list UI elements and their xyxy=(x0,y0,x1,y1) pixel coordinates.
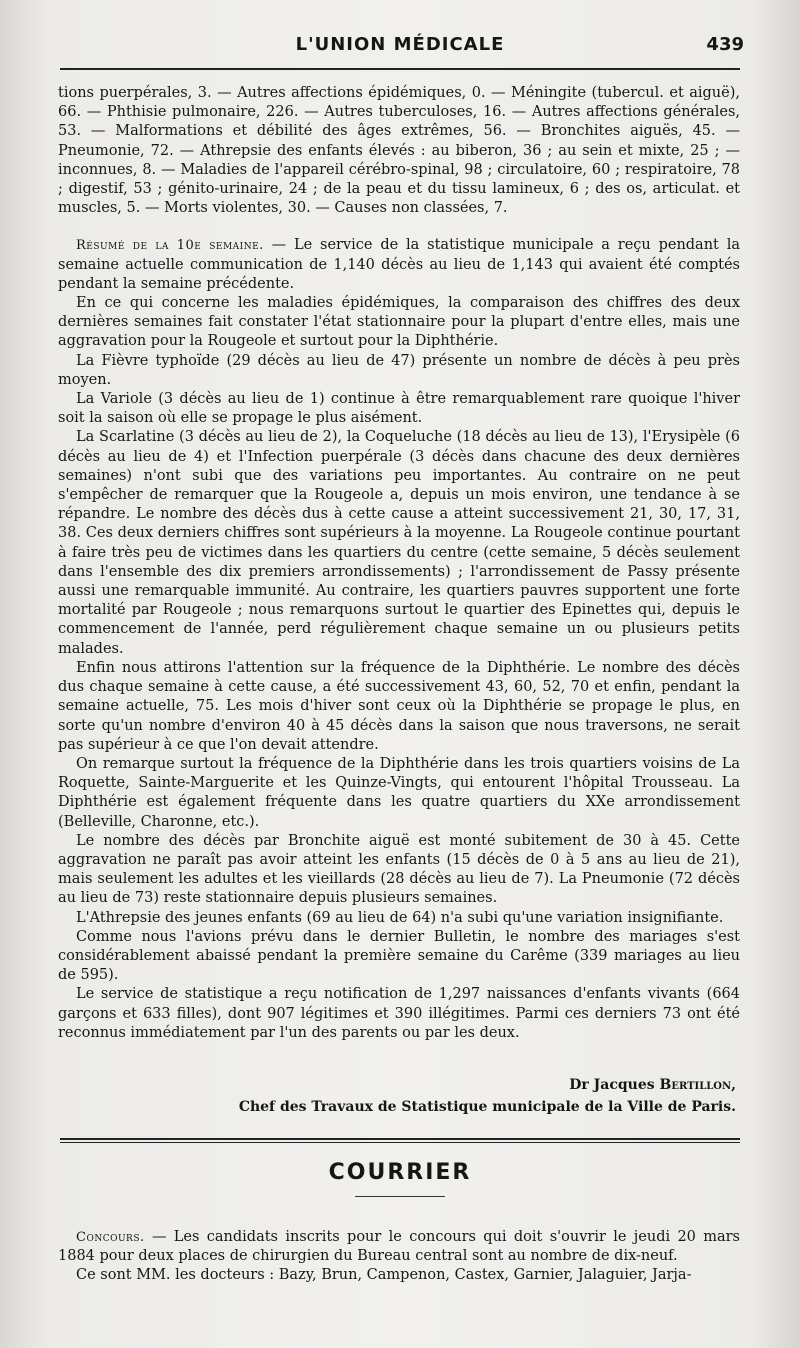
paragraph-scarlatine: La Scarlatine (3 décès au lieu de 2), la Coqueluche (18 décès au lieu de 13), l'Erysipèle (6 décès au lieu de 4) et l'Infection puerpérale (3 décès dans chacune des deux dernières semaines) n'ont subi que des variations peu importantes. Au contraire on ne peut s'empêcher de remarquer que la Rougeole a, depuis un mois environ, une tendance à se répandre. Le nombre des décès dus à cette cause a atteint successivement 21, 30, 17, 31, 38. Ces deux derniers chiffres sont supérieurs à la moyenne. La Rougeole continue pourtant à faire très peu de victimes dans les quartiers du centre (cette semaine, 5 décès seulement dans l'ensemble des dix premiers arrondissements) ; l'arrondissement de Passy présente aussi une remarquable immunité. Au contraire, les quartiers pauvres supportent une forte mortalité par Rougeole ; nous remarquons surtout le quartier des Epinettes qui, depuis le commencement de l'année, perd régulièrement chaque semaine un ou plusieurs petits malades. xyxy=(58,429,740,657)
concours-text: — Les candidats inscrits pour le concours qui doit s'ouvrir le jeudi 20 mars 1884 pour deux places de chirurgien du Bureau central sont au nombre de dix-neuf. xyxy=(58,1229,740,1265)
section-rule-thin xyxy=(60,1142,740,1143)
signature-name xyxy=(239,1074,736,1096)
paragraph-mariages: Comme nous l'avions prévu dans le dernier Bulletin, le nombre des mariages s'est considérablement abaissé pendant la première semaine du Carême (339 mariages au lieu de 595). xyxy=(58,928,740,984)
paragraph-typhoid: La Fièvre typhoïde (29 décès au lieu de 47) présente un nombre de décès à peu près moyen. xyxy=(58,352,740,388)
signature-prefix: Dr Jacques xyxy=(569,1077,660,1093)
causes-paragraph: tions puerpérales, 3. — Autres affections épidémiques, 0. — Méningite (tubercul. et aiguë), 66. — Phthisie pulmonaire, 226. — Autres tuberculoses, 16. — Autres affections générales, 53. — Malformations et débilité des âges extrêmes, 56. — Bronchites aiguës, 45. — Pneumonie, 72. — Athrepsie des enfants élevés : au biberon, 36 ; au sein et mixte, 25 ; — inconnues, 8. — Maladies de l'appareil cérébro-spinal, 98 ; circulatoire, 60 ; respiratoire, 78 ; digestif, 53 ; génito-urinaire, 24 ; de la peau et du tissu lamineux, 6 ; des os, articulat. et muscles, 5. — Morts violentes, 30. — Causes non classées, 7. xyxy=(58,85,740,217)
concours-paragraph xyxy=(58,1228,740,1266)
signature-surname: Bertillon, xyxy=(659,1077,736,1093)
running-title: L'UNION MÉDICALE xyxy=(295,34,505,55)
resume-text: — Le service de la statistique municipale a reçu pendant la semaine actuelle communication de 1,140 décès au lieu de 1,143 qui avaient été comptés pendant la semaine précédente. xyxy=(58,237,740,292)
section-rule-thick xyxy=(60,1138,740,1140)
header-rule xyxy=(60,68,740,70)
courrier-title-rule xyxy=(355,1196,445,1197)
paragraph-quartiers: On remarque surtout la fréquence de la Diphthérie dans les trois quartiers voisins de La Roquette, Sainte-Marguerite et les Quinze-Vingts, qui entourent l'hôpital Trousseau. La Diphthérie est également fréquente dans les quatre quartiers du XXe arrondissement (Belleville, Charonne, etc.). xyxy=(58,755,740,830)
paragraph-epidemic: En ce qui concerne les maladies épidémiques, la comparaison des chiffres des deux dernières semaines fait constater l'état stationnaire pour la plupart d'entre elles, mais une aggravation pour la Rougeole et surtout pour la Diphthérie. xyxy=(58,295,740,350)
article-body xyxy=(58,84,740,1043)
page-number: 439 xyxy=(706,34,744,55)
resume-lead: Résumé de la 10e semaine. xyxy=(76,238,264,254)
resume-paragraph xyxy=(58,236,740,294)
paragraph-diphtherie: Enfin nous attirons l'attention sur la fréquence de la Diphthérie. Le nombre des décès dus chaque semaine à cette cause, a été successivement 43, 60, 52, 70 et enfin, pendant la semaine actuelle, 75. Les mois d'hiver sont ceux où la Diphthérie se propage le plus, en sorte qu'un nombre d'environ 40 à 45 décès dans la saison que nous traversons, ne serait pas supérieur à ce que l'on devait attendre. xyxy=(58,659,740,753)
paragraph-variole: La Variole (3 décès au lieu de 1) continue à être remarquablement rare quoique l'hiver soit la saison où elle se propage le plus aisément. xyxy=(58,391,740,427)
courrier-title: COURRIER xyxy=(328,1160,472,1185)
paragraph-bronchite: Le nombre des décès par Bronchite aiguë est monté subitement de 30 à 45. Cette aggravation ne paraît pas avoir atteint les enfants (15 décès de 0 à 5 ans au lieu de 21), mais seulement les adultes et les vieillards (28 décès au lieu de 7). La Pneumonie (72 décès au lieu de 73) reste stationnaire depuis plusieurs semaines. xyxy=(58,832,740,907)
concours-lead: Concours. xyxy=(76,1230,145,1245)
paragraph-naissances: Le service de statistique a reçu notification de 1,297 naissances d'enfants vivants (664 garçons et 633 filles), dont 907 légitimes et 390 illégitimes. Parmi ces derniers 73 ont été reconnus immédiatement par l'un des parents ou par les deux. xyxy=(58,986,740,1041)
courrier-body xyxy=(58,1228,740,1286)
signature xyxy=(239,1074,736,1118)
page-header xyxy=(0,34,800,58)
paragraph-athrepsie: L'Athrepsie des jeunes enfants (69 au lieu de 64) n'a subi qu'une variation insignifiante. xyxy=(76,909,724,926)
candidates-line: Ce sont MM. les docteurs : Bazy, Brun, Campenon, Castex, Garnier, Jalaguier, Jarja- xyxy=(76,1267,692,1284)
signature-title: Chef des Travaux de Statistique municipale de la Ville de Paris. xyxy=(238,1099,736,1115)
